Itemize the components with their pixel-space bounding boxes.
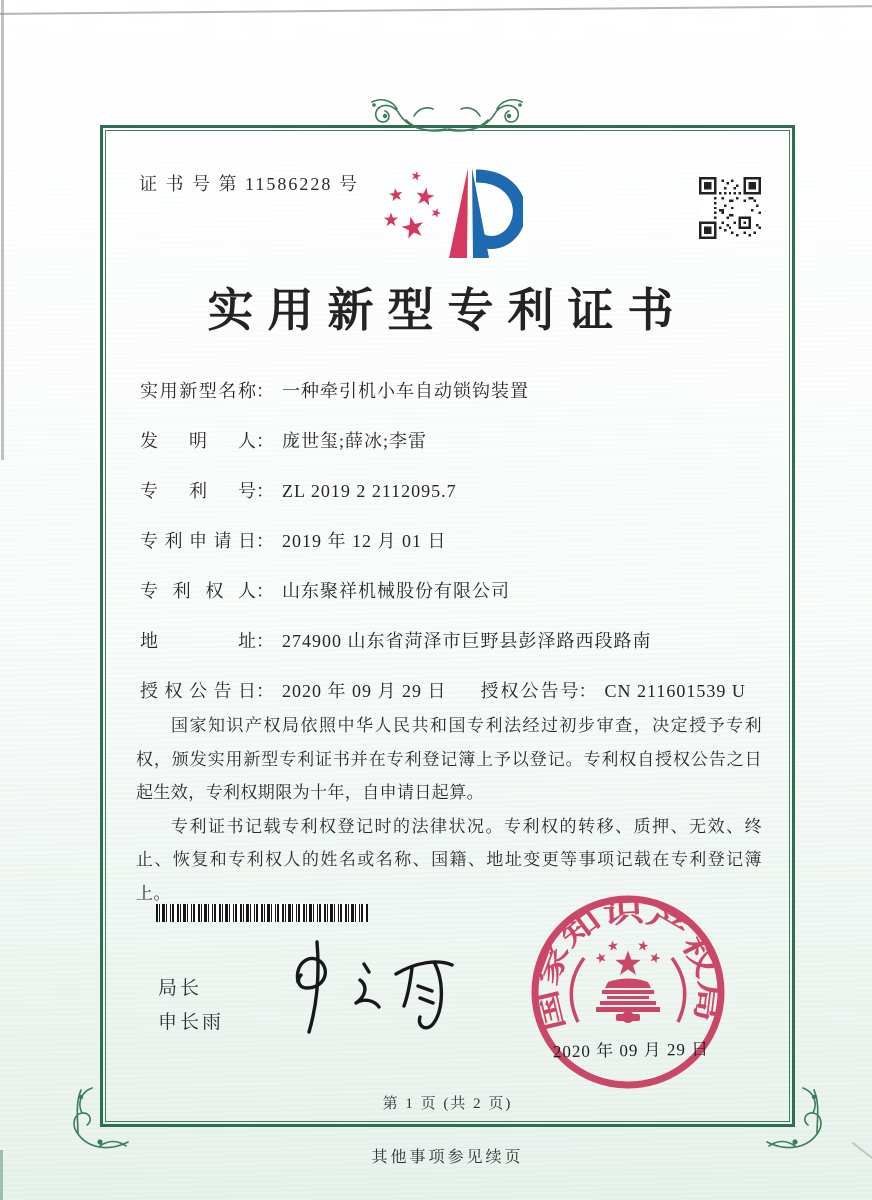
- border-ornament-bottom-left-icon: [66, 1084, 138, 1156]
- grant-number-pair: [481, 681, 746, 701]
- director-handwritten-signature-icon: [276, 936, 476, 1044]
- page-number: 第 1 页 (共 2 页): [382, 1096, 513, 1112]
- legal-paragraph-1: 国家知识产权局依照中华人民共和国专利法经过初步审查，决定授予专利权，颁发实用新型专利证书并在专利登记簿上予以登记。专利权自授权公告之日起生效，专利权期限为十年，自申请日起算。: [136, 716, 762, 802]
- seal-date: 2020 年 09 月 29 日: [552, 1039, 710, 1062]
- field-row-grant: [140, 677, 760, 701]
- field-value: 2020 年 09 月 29 日: [282, 681, 447, 701]
- field-colon: ：: [256, 431, 274, 451]
- field-row-inventors: [140, 427, 760, 451]
- field-label: 地址: [140, 631, 256, 651]
- field-label: 授权公告号: [480, 681, 579, 701]
- fields-block: [140, 377, 760, 727]
- seal-circular-text: 国家知识产权局: [532, 897, 724, 1034]
- field-label: 授权公告日: [140, 681, 256, 701]
- field-colon: ：: [578, 681, 597, 701]
- field-value: ZL 2019 2 2112095.7: [282, 481, 457, 501]
- scan-edge-artifact-top: [0, 5, 872, 15]
- field-value: 2019 年 12 月 01 日: [282, 531, 447, 551]
- field-label: 专利权人: [140, 581, 256, 601]
- field-row-filing-date: [140, 527, 760, 551]
- field-value: 274900 山东省菏泽市巨野县彭泽路西段路南: [282, 631, 652, 651]
- director-title-label: 局长: [158, 978, 203, 999]
- scan-edge-artifact-bottom-right: [852, 1142, 872, 1181]
- qr-code-icon: [699, 177, 761, 239]
- legal-text-block: [136, 709, 762, 910]
- barcode-icon: [156, 904, 368, 922]
- director-name: 申长雨: [158, 1012, 225, 1033]
- cnipa-patent-logo-icon: [383, 160, 523, 262]
- certificate-title: 实用新型专利证书: [207, 285, 688, 336]
- field-value: CN 211601539 U: [604, 681, 746, 701]
- field-colon: ：: [256, 531, 274, 551]
- field-label: 发明人: [140, 431, 256, 451]
- field-colon: ：: [256, 681, 274, 701]
- border-ornament-bottom-right-icon: [757, 1084, 829, 1156]
- scan-edge-artifact-bottom-left: [0, 1150, 3, 1200]
- field-row-address: [140, 627, 760, 651]
- field-row-patent-number: [140, 477, 760, 501]
- legal-paragraph-2: 专利证书记载专利权登记时的法律状况。专利权的转移、质押、无效、终止、恢复和专利权人的姓名或名称、国籍、地址变更等事项记载在专利登记簿上。: [136, 816, 762, 903]
- field-label: 实用新型名称: [140, 381, 256, 401]
- field-value: 庞世玺;薛冰;李雷: [282, 431, 428, 451]
- certificate-number: 证 书 号 第 11586228 号: [139, 174, 359, 194]
- field-value: 一种牵引机小车自动锁钩装置: [282, 381, 529, 401]
- national-emblem-icon: [571, 940, 684, 1023]
- scan-edge-artifact-left: [1, 0, 4, 460]
- field-colon: ：: [256, 481, 274, 501]
- field-colon: ：: [256, 581, 274, 601]
- continuation-note: 其他事项参见续页: [371, 1149, 524, 1166]
- field-row-patentee: [140, 577, 760, 601]
- field-row-name: [140, 377, 760, 401]
- border-ornament-top-icon: [362, 96, 532, 140]
- field-label: 专利申请日: [140, 531, 256, 551]
- field-colon: ：: [256, 381, 274, 401]
- field-colon: ：: [256, 631, 274, 651]
- field-label: 专利号: [140, 481, 256, 501]
- field-value: 山东聚祥机械股份有限公司: [282, 581, 510, 601]
